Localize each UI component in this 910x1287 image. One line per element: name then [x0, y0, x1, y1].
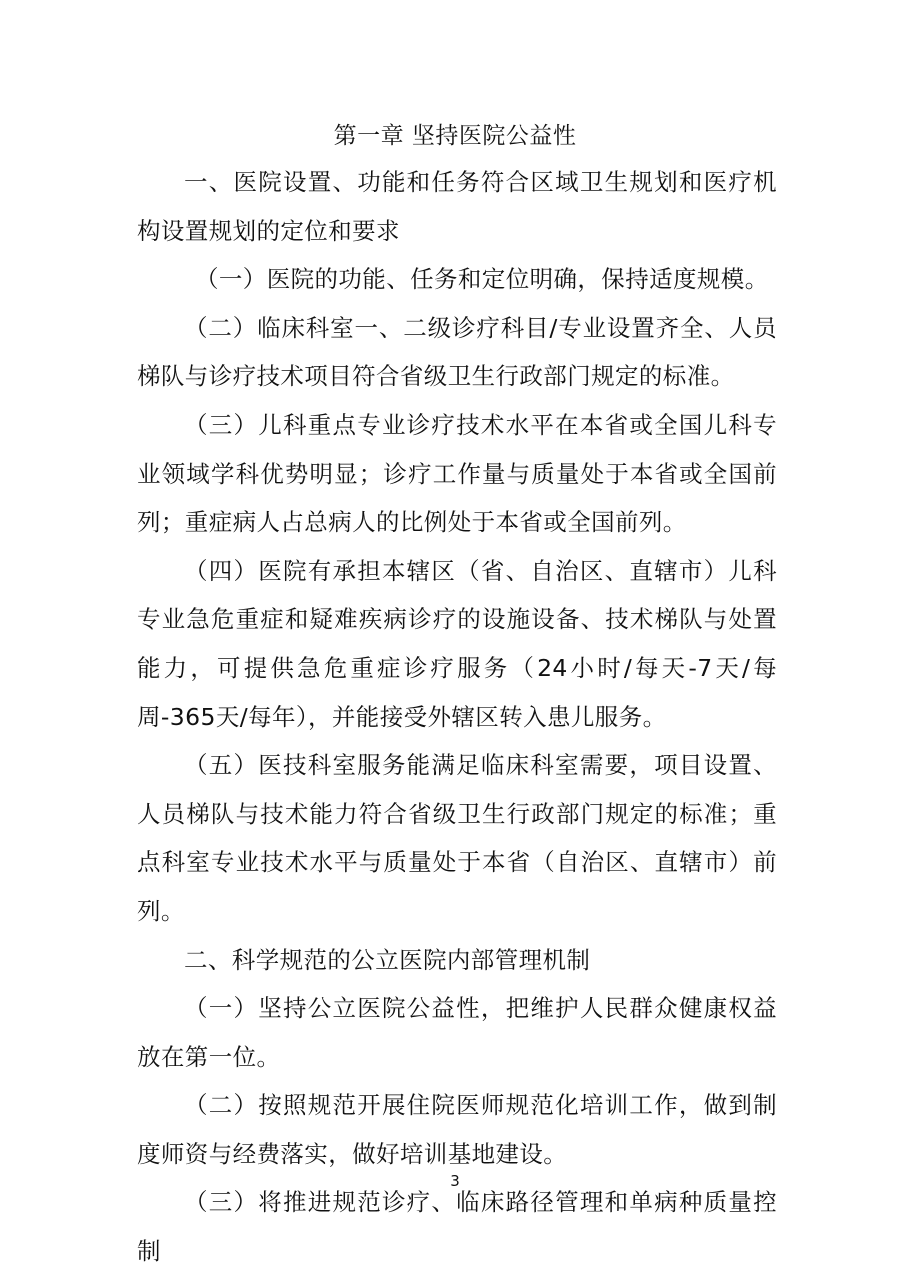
paragraph-1-2: （二）临床科室一、二级诊疗科目/专业设置齐全、人员梯队与诊疗技术项目符合省级卫生行政部门规定的标准。 [137, 313, 777, 391]
document-body [137, 158, 777, 1276]
paragraph-1-3: （三）儿科重点专业诊疗技术水平在本省或全国儿科专业领域学科优势明显；诊疗工作量与质量处于本省或全国前列；重症病人占总病人的比例处于本省或全国前列。 [137, 410, 777, 537]
section-heading-1: 一、医院设置、功能和任务符合区域卫生规划和医疗机构设置规划的定位和要求 [137, 168, 777, 245]
page-number: 3 [450, 1172, 460, 1190]
section-heading-2: 二、科学规范的公立医院内部管理机制 [184, 945, 591, 974]
paragraph-2-3: （三）将推进规范诊疗、临床路径管理和单病种质量控制 [137, 1188, 777, 1266]
paragraph-1-5: （五）医技科室服务能满足临床科室需要，项目设置、人员梯队与技术能力符合省级卫生行政部门规定的标准；重点科室专业技术水平与质量处于本省（自治区、直辖市）前列。 [137, 751, 777, 925]
paragraph-2-2: （二）按照规范开展住院医师规范化培训工作，做到制度师资与经费落实，做好培训基地建设。 [137, 1091, 777, 1168]
chapter-title: 第一章 坚持医院公益性 [333, 123, 577, 149]
paragraph-1-1: （一）医院的功能、任务和定位明确，保持适度规模。 [195, 265, 769, 294]
paragraph-2-1: （一）坚持公立医院公益性，把维护人民群众健康权益放在第一位。 [137, 994, 777, 1071]
paragraph-1-4: （四）医院有承担本辖区（省、自治区、直辖市）儿科专业急危重症和疑难疾病诊疗的设施设备、技术梯队与处置能力，可提供急危重症诊疗服务（24小时/每天-7天/每周-365天/每年），并能接受外辖区转入患儿服务。 [137, 556, 777, 731]
